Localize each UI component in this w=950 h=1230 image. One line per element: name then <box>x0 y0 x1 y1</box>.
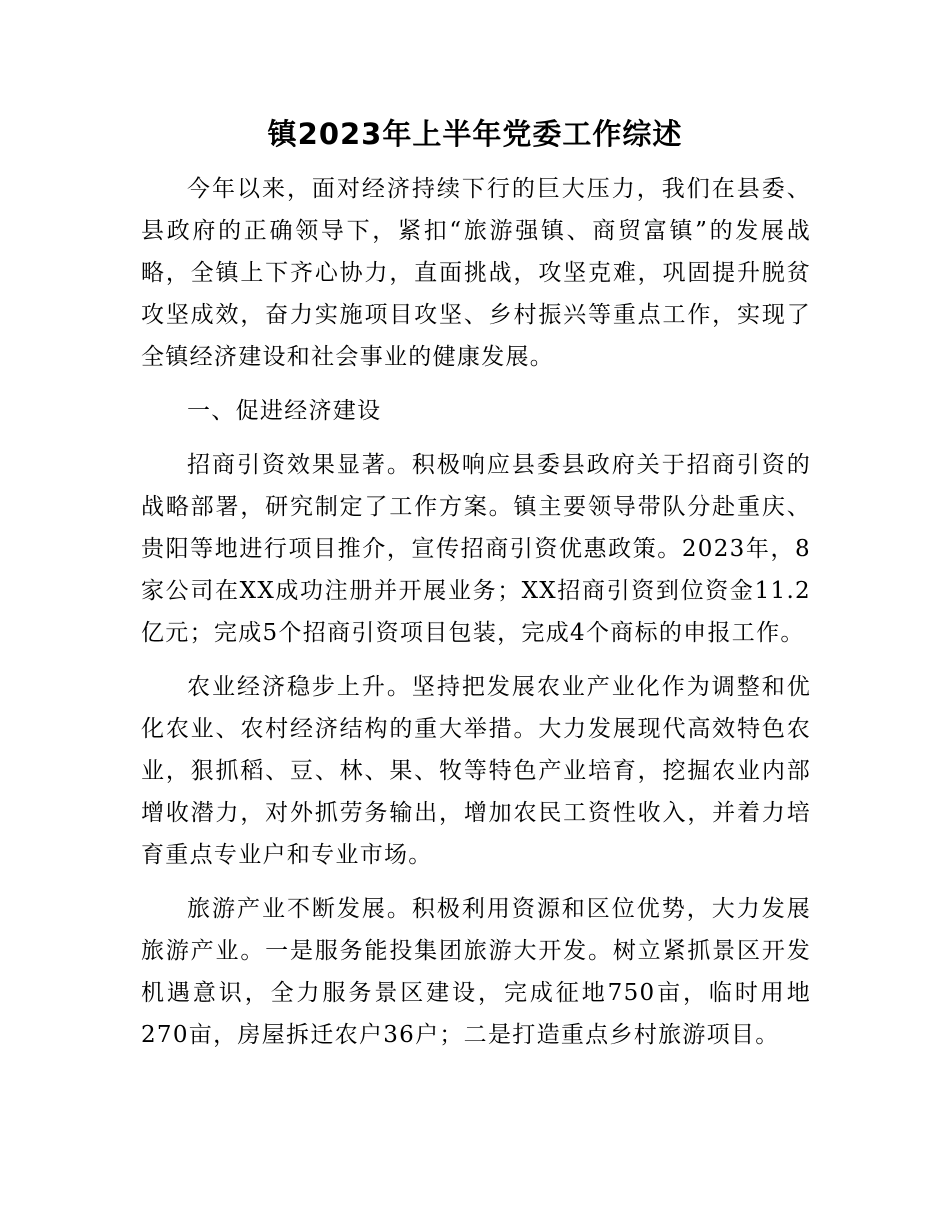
agriculture-paragraph: 农业经济稳步上升。坚持把发展农业产业化作为调整和优化农业、农村经济结构的重大举措。大力发展现代高效特色农业，狠抓稻、豆、林、果、牧等特色产业培育，挖掘农业内部增收潜力，对外抓劳务输出，增加农民工资性收入，并着力培育重点专业户和专业市场。 <box>141 674 811 868</box>
investment-paragraph: 招商引资效果显著。积极响应县委县政府关于招商引资的战略部署，研究制定了工作方案。镇主要领导带队分赴重庆、贵阳等地进行项目推介，宣传招商引资优惠政策。2023年，8家公司在XX成功注册并开展业务；XX招商引资到位资金11.2亿元；完成5个招商引资项目包装，完成4个商标的申报工作。 <box>141 452 811 646</box>
tourism-paragraph: 旅游产业不断发展。积极利用资源和区位优势，大力发展旅游产业。一是服务能投集团旅游大开发。树立紧抓景区开发机遇意识，全力服务景区建设，完成征地750亩，临时用地270亩，房屋拆迁农户36户；二是打造重点乡村旅游项目。 <box>141 896 811 1048</box>
section-heading: 一、促进经济建设 <box>187 398 382 424</box>
document-title: 镇2023年上半年党委工作综述 <box>267 117 683 151</box>
intro-paragraph: 今年以来，面对经济持续下行的巨大压力，我们在县委、县政府的正确领导下，紧扣“旅游强镇、商贸富镇”的发展战略，全镇上下齐心协力，直面挑战，攻坚克难，巩固提升脱贫攻坚成效，奋力实施项目攻坚、乡村振兴等重点工作，实现了全镇经济建设和社会事业的健康发展。 <box>141 176 811 370</box>
document-body <box>141 168 811 1068</box>
